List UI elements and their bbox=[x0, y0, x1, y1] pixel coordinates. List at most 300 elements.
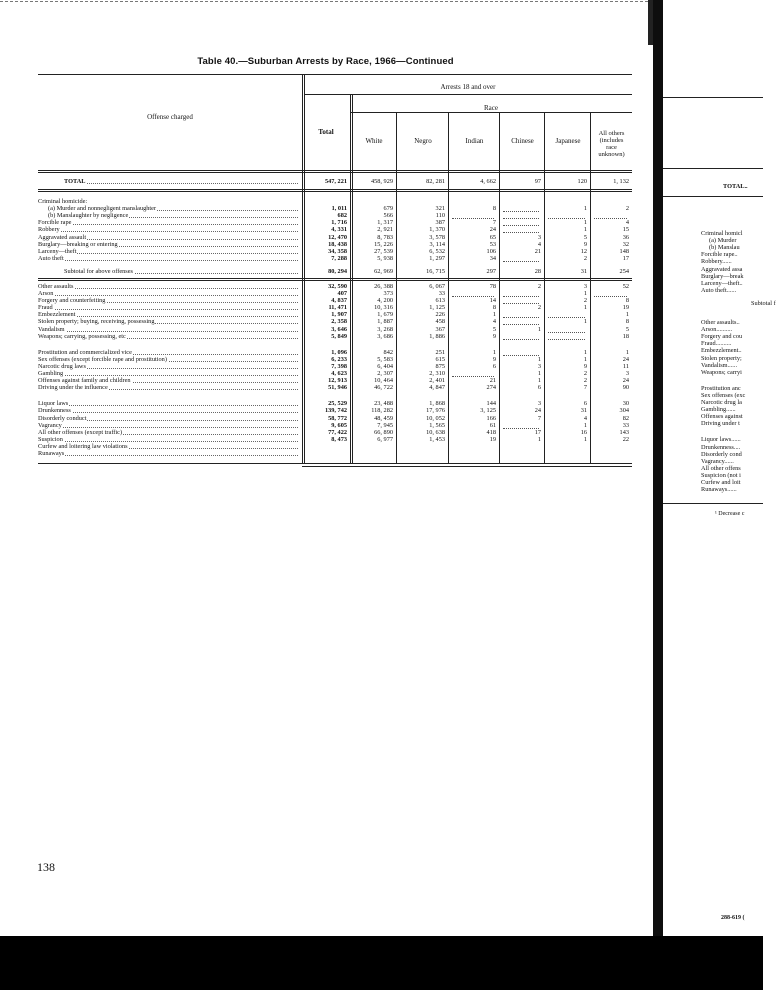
row-label-text: Vagrancy bbox=[38, 421, 62, 429]
rp-row-label: (a) Murder bbox=[709, 237, 737, 245]
value-cell: 297 bbox=[486, 267, 496, 275]
value-cell: 1 bbox=[583, 421, 587, 429]
value-cell: 1 bbox=[583, 318, 587, 326]
value-cell: 4 bbox=[625, 219, 629, 227]
value-cell: 106 bbox=[486, 247, 496, 255]
value-cell: 26, 388 bbox=[374, 282, 393, 290]
blank-cell bbox=[548, 332, 585, 333]
leader-dots bbox=[38, 260, 298, 261]
value-cell: 3, 114 bbox=[429, 240, 445, 248]
value-cell: 52 bbox=[622, 282, 629, 290]
row-label-text: Narcotic drug laws bbox=[38, 362, 86, 370]
value-cell: 3 bbox=[583, 282, 587, 290]
rp-row-label: Other assaults.. bbox=[701, 319, 740, 326]
value-cell: 682 bbox=[337, 212, 347, 220]
value-cell: 2, 307 bbox=[377, 370, 393, 377]
value-cell: 8 bbox=[492, 205, 496, 213]
value-cell: 15, 226 bbox=[374, 240, 393, 248]
value-cell: 566 bbox=[383, 212, 393, 220]
row-label-text: Embezzlement bbox=[38, 311, 76, 319]
value-cell: 16 bbox=[580, 428, 587, 436]
value-cell: 11 bbox=[622, 362, 629, 370]
row-label-text: TOTAL bbox=[64, 178, 86, 185]
value-cell: 5, 849 bbox=[331, 332, 347, 340]
value-cell: 1, 565 bbox=[429, 421, 445, 429]
value-cell: 1 bbox=[583, 304, 587, 312]
row-label bbox=[38, 198, 298, 205]
value-cell: 21 bbox=[489, 377, 496, 385]
value-cell: 387 bbox=[435, 219, 445, 227]
value-cell: 9, 605 bbox=[331, 421, 347, 429]
value-cell: 1 bbox=[537, 355, 541, 363]
value-cell: 144 bbox=[486, 400, 496, 408]
rp-row-label: Larceny—theft.. bbox=[701, 279, 743, 287]
header-all-others: All others bbox=[598, 130, 625, 137]
value-cell: 166 bbox=[486, 414, 496, 422]
value-cell: 77, 422 bbox=[328, 428, 347, 436]
value-cell: 1 bbox=[583, 219, 587, 227]
value-cell: 321 bbox=[435, 205, 445, 213]
rp-row-label: Forcible rape.. bbox=[701, 251, 738, 259]
value-cell: 4 bbox=[583, 414, 587, 422]
rp-row-label: Vandalism...... bbox=[701, 361, 738, 369]
row-label-text: Forgery and counterfeiting bbox=[38, 297, 106, 305]
value-cell: 1, 011 bbox=[331, 205, 347, 213]
row-label-text: Burglary—breaking or entering bbox=[38, 240, 118, 248]
row-label-text: Forcible rape bbox=[38, 219, 72, 227]
row-label-text: Arson bbox=[38, 290, 54, 297]
row-label-text: Robbery bbox=[38, 226, 60, 234]
value-cell: 110 bbox=[435, 212, 445, 220]
value-cell: 3 bbox=[537, 362, 541, 370]
header-bottom-rule bbox=[38, 170, 632, 173]
value-cell: 1, 453 bbox=[429, 435, 445, 443]
row-label-text: Other assaults bbox=[38, 282, 74, 290]
row-label bbox=[64, 178, 298, 185]
column-rule bbox=[499, 112, 500, 463]
column-rule bbox=[396, 112, 397, 463]
header-all-others-2: (includes bbox=[599, 137, 624, 144]
leader-dots bbox=[38, 427, 298, 428]
value-cell: 1 bbox=[583, 435, 587, 443]
value-cell: 4, 331 bbox=[331, 226, 347, 234]
value-cell: 25, 529 bbox=[328, 400, 347, 408]
row-label bbox=[38, 318, 298, 325]
value-cell: 12, 913 bbox=[328, 377, 347, 385]
leader-dots bbox=[38, 295, 298, 296]
value-cell: 24 bbox=[534, 407, 541, 415]
value-cell: 1, 679 bbox=[377, 311, 393, 319]
row-label-text: Curfew and loitering law violations bbox=[38, 442, 128, 450]
value-cell: 407 bbox=[337, 290, 347, 297]
value-cell: 251 bbox=[435, 348, 445, 356]
value-cell: 6, 067 bbox=[429, 282, 445, 290]
leader-dots bbox=[38, 412, 298, 413]
value-cell: 17 bbox=[534, 428, 541, 436]
leader-dots bbox=[64, 183, 298, 184]
value-cell: 36 bbox=[622, 233, 629, 241]
value-cell: 2 bbox=[583, 377, 587, 385]
value-cell: 613 bbox=[435, 297, 445, 305]
row-label bbox=[38, 407, 298, 414]
value-cell: 10, 638 bbox=[426, 428, 445, 436]
row-label-text: Suspicion bbox=[38, 435, 63, 443]
book-gutter bbox=[653, 0, 663, 940]
rp-row-label: Runaways...... bbox=[701, 486, 737, 494]
value-cell: 2 bbox=[537, 304, 541, 312]
rp-total-rule bbox=[663, 196, 763, 197]
rp-row-label: Subtotal f bbox=[751, 299, 776, 307]
value-cell: 1 bbox=[492, 348, 496, 356]
row-label-text: Larceny—theft bbox=[38, 247, 77, 255]
leader-dots bbox=[38, 288, 298, 289]
header-white: White bbox=[365, 137, 383, 145]
value-cell: 3 bbox=[537, 233, 541, 241]
value-cell: 9 bbox=[583, 240, 587, 248]
value-cell: 18, 438 bbox=[328, 240, 347, 248]
rp-row-label: Liquor laws...... bbox=[701, 436, 741, 444]
row-label bbox=[38, 422, 298, 429]
value-cell: 46, 722 bbox=[374, 384, 393, 392]
value-cell: 1, 887 bbox=[377, 318, 393, 326]
rp-row-label: Narcotic drug la bbox=[701, 399, 742, 406]
value-cell: 90 bbox=[622, 384, 629, 392]
value-cell: 82 bbox=[622, 414, 629, 422]
value-cell: 10, 052 bbox=[426, 414, 445, 422]
row-label bbox=[38, 283, 298, 290]
row-label bbox=[38, 304, 298, 311]
value-cell: 65 bbox=[489, 233, 496, 241]
row-label-text: Aggravated assault bbox=[38, 233, 87, 241]
row-label bbox=[38, 450, 298, 457]
row-label-text: Fraud bbox=[38, 304, 53, 312]
value-cell: 8 bbox=[492, 304, 496, 312]
value-cell: 4, 200 bbox=[377, 297, 393, 305]
value-cell: 9 bbox=[492, 332, 496, 340]
row-label bbox=[38, 297, 298, 304]
value-cell: 274 bbox=[486, 384, 496, 392]
rp-row-label: Suspicion (not i bbox=[701, 471, 741, 479]
rp-row-label: Gambling...... bbox=[701, 406, 736, 414]
leader-dots bbox=[38, 316, 298, 317]
value-cell: 62, 969 bbox=[374, 267, 393, 275]
row-label-text: Sex offenses (except forcible rape and prostitution) bbox=[38, 355, 167, 363]
row-label-text: Stolen property; buying, receiving, possessing bbox=[38, 318, 155, 326]
table-top-rule bbox=[38, 74, 632, 75]
value-cell: 6, 404 bbox=[377, 362, 393, 370]
value-cell: 2, 358 bbox=[331, 318, 347, 326]
value-cell: 842 bbox=[383, 348, 393, 356]
column-rule bbox=[590, 112, 591, 463]
rp-row-label: Forgery and cou bbox=[701, 333, 743, 341]
value-cell: 5 bbox=[625, 325, 629, 333]
row-label bbox=[38, 255, 298, 262]
rp-row-label: Sex offenses (exc bbox=[701, 391, 746, 399]
value-cell: 1, 125 bbox=[429, 304, 445, 312]
value-cell: 27, 539 bbox=[374, 247, 393, 255]
table-bottom-rule bbox=[38, 463, 632, 464]
leader-dots bbox=[38, 441, 298, 442]
value-cell: 1, 907 bbox=[331, 311, 347, 319]
header-negro: Negro bbox=[414, 137, 432, 145]
value-cell: 6 bbox=[583, 400, 587, 408]
rp-row-label: Burglary—break bbox=[701, 272, 744, 280]
value-cell: 679 bbox=[383, 205, 393, 213]
value-cell: 3, 686 bbox=[377, 332, 393, 340]
value-cell: 1 bbox=[583, 205, 587, 213]
value-cell: 51, 946 bbox=[328, 384, 347, 392]
table-title: Table 40.—Suburban Arrests by Race, 1966—Continued bbox=[197, 56, 454, 67]
row-label-text: Driving under the influence bbox=[38, 384, 108, 392]
value-cell: 3, 646 bbox=[331, 325, 347, 333]
row-label-text: Vandalism bbox=[38, 325, 65, 333]
row-label-text: (b) Manslaughter by negligence bbox=[48, 212, 129, 220]
value-cell: 24 bbox=[489, 226, 496, 234]
leader-dots bbox=[38, 231, 298, 232]
value-cell: 4 bbox=[492, 318, 496, 326]
value-cell: 22 bbox=[622, 435, 629, 443]
row-label bbox=[38, 226, 298, 233]
value-cell: 4, 623 bbox=[331, 370, 347, 377]
blank-cell bbox=[503, 225, 539, 226]
row-label-text: Gambling bbox=[38, 370, 64, 377]
rp-header-rule bbox=[663, 97, 763, 98]
subtotal-bottom-rule bbox=[38, 278, 632, 281]
leader-dots bbox=[38, 253, 298, 254]
row-label bbox=[48, 205, 298, 212]
value-cell: 6 bbox=[492, 362, 496, 370]
value-cell: 31 bbox=[580, 407, 587, 415]
value-cell: 8 bbox=[625, 318, 629, 326]
value-cell: 8 bbox=[625, 297, 629, 305]
row-label bbox=[38, 415, 298, 422]
value-cell: 6, 233 bbox=[331, 355, 347, 363]
row-label bbox=[38, 400, 298, 407]
value-cell: 615 bbox=[435, 355, 445, 363]
value-cell: 7 bbox=[492, 219, 496, 227]
rp-row-label: Aggravated assa bbox=[701, 265, 743, 273]
value-cell: 2, 401 bbox=[429, 377, 445, 385]
value-cell: 78 bbox=[489, 282, 496, 290]
row-label bbox=[64, 268, 298, 275]
value-cell: 547, 221 bbox=[324, 178, 347, 185]
value-cell: 3, 578 bbox=[429, 233, 445, 241]
value-cell: 458, 929 bbox=[370, 178, 393, 185]
row-label bbox=[38, 370, 298, 377]
value-cell: 1 bbox=[537, 435, 541, 443]
row-label-text: (a) Murder and nonnegligent manslaughter bbox=[48, 205, 157, 213]
value-cell: 6, 532 bbox=[429, 247, 445, 255]
value-cell: 3, 268 bbox=[377, 325, 393, 333]
rp-row-label: Robbery...... bbox=[701, 258, 732, 266]
rp-row-label: Criminal homicl bbox=[701, 230, 743, 237]
value-cell: 9 bbox=[583, 362, 587, 370]
header-race: Race bbox=[484, 104, 498, 112]
row-label bbox=[38, 349, 298, 356]
adjacent-page-fragment bbox=[663, 0, 776, 936]
value-cell: 19 bbox=[622, 304, 629, 312]
value-cell: 3, 125 bbox=[480, 407, 496, 415]
row-label bbox=[38, 326, 298, 333]
value-cell: 24 bbox=[622, 377, 629, 385]
value-cell: 11, 471 bbox=[328, 304, 347, 312]
value-cell: 66, 890 bbox=[374, 428, 393, 436]
rp-row-label: Offenses against bbox=[701, 413, 743, 421]
value-cell: 30 bbox=[622, 400, 629, 408]
rp-header-bottom-rule bbox=[663, 168, 763, 169]
value-cell: 1 bbox=[492, 311, 496, 319]
value-cell: 14 bbox=[489, 297, 496, 305]
row-label-text: Drunkenness bbox=[38, 407, 71, 415]
header-offense-charged: Offense charged bbox=[147, 113, 193, 121]
value-cell: 367 bbox=[435, 325, 445, 333]
value-cell: 21 bbox=[534, 247, 541, 255]
header-japanese: Japanese bbox=[555, 137, 581, 145]
column-rule bbox=[350, 94, 351, 463]
value-cell: 5, 938 bbox=[377, 254, 393, 262]
value-cell: 1, 886 bbox=[429, 332, 445, 340]
value-cell: 58, 772 bbox=[328, 414, 347, 422]
rp-row-label: Drunkenness.... bbox=[701, 443, 741, 451]
row-label bbox=[38, 377, 298, 384]
value-cell: 6 bbox=[537, 384, 541, 392]
value-cell: 32 bbox=[622, 240, 629, 248]
value-cell: 7, 288 bbox=[331, 254, 347, 262]
value-cell: 8, 783 bbox=[377, 233, 393, 241]
page-number: 138 bbox=[37, 860, 55, 874]
blank-cell bbox=[503, 339, 539, 340]
leader-dots bbox=[38, 224, 298, 225]
value-cell: 34, 358 bbox=[328, 247, 347, 255]
rp-row-label: Embezzlement.. bbox=[701, 347, 742, 355]
value-cell: 7, 398 bbox=[331, 362, 347, 370]
value-cell: 17, 976 bbox=[426, 407, 445, 415]
rp-row-label: Prostitution anc bbox=[701, 384, 741, 392]
value-cell: 418 bbox=[486, 428, 496, 436]
row-label-text: Runaways bbox=[38, 450, 65, 457]
value-cell: 15 bbox=[622, 226, 629, 234]
value-cell: 17 bbox=[622, 254, 629, 262]
value-cell: 1, 132 bbox=[613, 178, 629, 185]
value-cell: 32, 590 bbox=[328, 282, 347, 290]
leader-dots bbox=[38, 309, 298, 310]
row-label bbox=[38, 436, 298, 443]
rp-row-label: Stolen property; bbox=[701, 354, 742, 362]
value-cell: 148 bbox=[619, 247, 629, 255]
value-cell: 2 bbox=[537, 282, 541, 290]
value-cell: 33 bbox=[438, 290, 445, 297]
value-cell: 2 bbox=[583, 254, 587, 262]
value-cell: 53 bbox=[489, 240, 496, 248]
value-cell: 12 bbox=[580, 247, 587, 255]
blank-cell bbox=[503, 218, 539, 219]
value-cell: 7, 945 bbox=[377, 421, 393, 429]
value-cell: 1, 297 bbox=[429, 254, 445, 262]
value-cell: 23, 488 bbox=[374, 400, 393, 408]
arrests-header-rule bbox=[304, 94, 632, 95]
row-label-text: Disorderly conduct bbox=[38, 414, 87, 422]
value-cell: 3 bbox=[625, 370, 629, 377]
value-cell: 19 bbox=[489, 435, 496, 443]
row-label bbox=[38, 234, 298, 241]
value-cell: 875 bbox=[435, 362, 445, 370]
rp-footnote: ¹ Decrease c bbox=[715, 511, 745, 518]
row-label-text: Auto theft bbox=[38, 254, 64, 262]
rp-total-label: TOTAL.. bbox=[723, 183, 748, 190]
rp-row-label: Curfew and loit bbox=[701, 479, 741, 486]
blank-cell bbox=[503, 296, 539, 297]
value-cell: 5 bbox=[583, 233, 587, 241]
value-cell: 118, 282 bbox=[371, 407, 393, 415]
value-cell: 1, 370 bbox=[429, 226, 445, 234]
scan-bottom-edge bbox=[0, 936, 763, 990]
column-rule bbox=[544, 112, 545, 463]
rp-row-label: Auto theft...... bbox=[701, 286, 737, 294]
value-cell: 1 bbox=[583, 226, 587, 234]
value-cell: 8, 473 bbox=[331, 435, 347, 443]
value-cell: 97 bbox=[534, 178, 541, 185]
rp-row-label: Vagrancy...... bbox=[701, 457, 734, 465]
rp-row-label: Fraud.......... bbox=[701, 340, 732, 348]
value-cell: 16, 715 bbox=[426, 267, 445, 275]
rp-printer-code: 288-619 ( bbox=[721, 915, 745, 921]
value-cell: 1 bbox=[625, 348, 629, 356]
value-cell: 80, 294 bbox=[328, 267, 347, 275]
row-label bbox=[38, 384, 298, 391]
value-cell: 12, 470 bbox=[328, 233, 347, 241]
row-label bbox=[38, 241, 298, 248]
value-cell: 304 bbox=[619, 407, 629, 415]
rp-row-label: Weapons; carryi bbox=[701, 368, 742, 376]
value-cell: 18 bbox=[622, 332, 629, 340]
value-cell: 4, 662 bbox=[480, 178, 496, 185]
value-cell: 6, 977 bbox=[377, 435, 393, 443]
leader-dots bbox=[38, 455, 298, 456]
value-cell: 2 bbox=[583, 370, 587, 377]
value-cell: 2, 310 bbox=[429, 370, 445, 377]
value-cell: 24 bbox=[622, 355, 629, 363]
table-bottom-rule-2 bbox=[302, 466, 632, 467]
value-cell: 458 bbox=[435, 318, 445, 326]
total-bottom-rule bbox=[38, 189, 632, 192]
header-all-others-4: unknown) bbox=[598, 151, 625, 158]
value-cell: 139, 742 bbox=[324, 407, 347, 415]
header-arrests-18-over: Arrests 18 and over bbox=[440, 83, 496, 91]
value-cell: 1, 317 bbox=[377, 219, 393, 227]
value-cell: 1 bbox=[583, 348, 587, 356]
row-label bbox=[38, 443, 298, 450]
value-cell: 10, 464 bbox=[374, 377, 393, 385]
value-cell: 82, 281 bbox=[426, 178, 445, 185]
value-cell: 33 bbox=[622, 421, 629, 429]
row-label bbox=[38, 429, 298, 436]
row-label bbox=[38, 219, 298, 226]
value-cell: 1, 716 bbox=[331, 219, 347, 227]
value-cell: 7 bbox=[583, 384, 587, 392]
value-cell: 1 bbox=[583, 355, 587, 363]
value-cell: 120 bbox=[577, 178, 587, 185]
value-cell: 28 bbox=[534, 267, 541, 275]
value-cell: 254 bbox=[619, 267, 629, 275]
value-cell: 31 bbox=[580, 267, 587, 275]
row-label-text: Subtotal for above offenses bbox=[64, 267, 133, 275]
row-label-text: Liquor laws bbox=[38, 400, 69, 408]
value-cell: 10, 316 bbox=[374, 304, 393, 312]
leader-dots bbox=[38, 331, 298, 332]
row-label bbox=[38, 356, 298, 363]
value-cell: 1 bbox=[583, 290, 587, 297]
blank-cell bbox=[503, 211, 539, 212]
